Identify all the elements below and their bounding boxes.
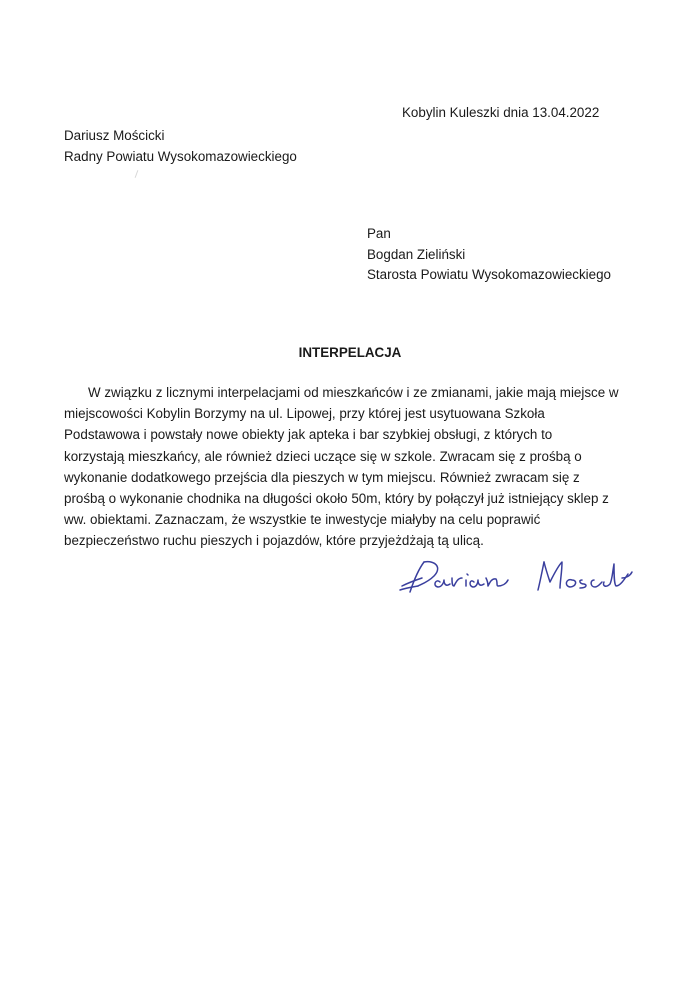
letter-body — [64, 382, 626, 552]
scan-mark — [135, 170, 139, 178]
body-line: ww. obiektami. Zaznaczam, że wszystkie te inwestycje miałyby na celu poprawić — [64, 512, 541, 528]
handwritten-signature — [396, 556, 636, 600]
recipient-salutation: Pan — [367, 226, 391, 241]
body-line: W związku z licznymi interpelacjami od mieszkańców i ze zmianami, jakie mają miejsce w — [88, 385, 619, 400]
recipient-position: Starosta Powiatu Wysokomazowieckiego — [367, 267, 611, 282]
sender-position: Radny Powiatu Wysokomazowieckiego — [64, 148, 297, 164]
sender-name: Dariusz Mościcki — [64, 128, 165, 143]
recipient-block — [367, 224, 611, 286]
place-date: Kobylin Kuleszki dnia 13.04.2022 — [402, 105, 600, 120]
body-line: wykonanie dodatkowego przejścia dla pieszych w tym miejscu. Również zwracam się z — [64, 469, 580, 485]
sender-block — [64, 126, 297, 167]
recipient-name: Bogdan Zieliński — [367, 246, 466, 262]
body-line: korzystają mieszkańcy, ale również dzieci uczące się w szkole. Zwracam się z prośbą o — [64, 448, 582, 464]
body-line: miejscowości Kobylin Borzymy na ul. Lipowej, przy której jest usytuowana Szkoła — [64, 406, 545, 422]
body-line: bezpieczeństwo ruchu pieszych i pojazdów, które przyjeżdżają tą ulicą. — [64, 533, 484, 549]
body-line: prośbą o wykonanie chodnika na długości około 50m, który by połączył już istniejący sklep z — [64, 491, 609, 507]
document-title: INTERPELACJA — [298, 345, 402, 360]
body-line: Podstawowa i powstały nowe obiekty jak apteka i bar szybkiej obsługi, z których to — [64, 427, 553, 443]
